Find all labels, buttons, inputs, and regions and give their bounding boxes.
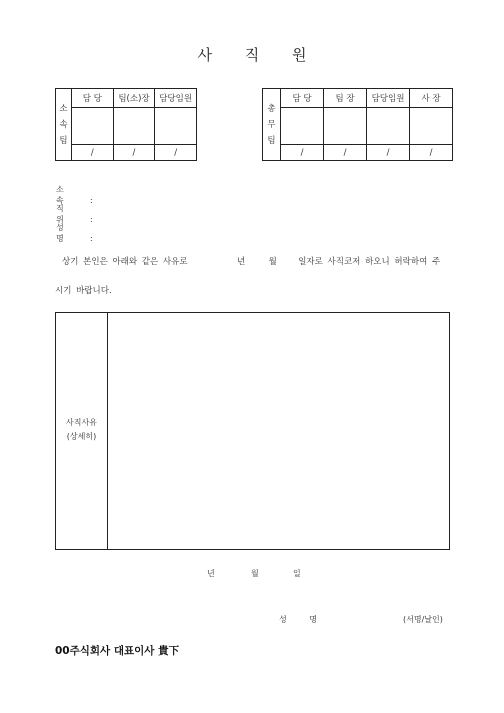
approval-header: 담당임원 [155, 89, 197, 108]
approval-header: 팀 장 [324, 89, 367, 108]
reason-label-detail: (상세히) [66, 432, 97, 441]
reason-label: 사직사유 [66, 418, 97, 427]
approval-date-cell[interactable]: / [367, 145, 410, 161]
date-year: 년 [207, 569, 215, 578]
approval-signature-cell[interactable] [410, 108, 453, 145]
approval-table-general-affairs [262, 88, 453, 161]
field-position[interactable]: 직 위 : [56, 204, 93, 224]
approval-date-cell[interactable]: / [72, 145, 114, 161]
approval-header: 담 당 [72, 89, 114, 108]
field-label: 소 속 [56, 185, 72, 205]
approval-side-label: 총 무 팀 [263, 89, 281, 161]
page-title: 사 직 원 [197, 46, 321, 64]
approval-signature-cell[interactable] [367, 108, 410, 145]
approval-date-cell[interactable]: / [410, 145, 453, 161]
approval-table-department [55, 88, 197, 161]
approval-header: 담 당 [281, 89, 324, 108]
approval-signature-cell[interactable] [113, 108, 155, 145]
approval-signature-cell[interactable] [72, 108, 114, 145]
approval-header: 사 장 [410, 89, 453, 108]
approval-date-cell[interactable]: / [324, 145, 367, 161]
field-name[interactable]: 성 명 : [56, 223, 93, 243]
field-label: 성 명 [56, 223, 72, 243]
approval-signature-cell[interactable] [324, 108, 367, 145]
date-day: 일 [293, 569, 301, 578]
statement-year: 년 [236, 257, 246, 267]
approval-signature-cell[interactable] [155, 108, 197, 145]
approval-signature-cell[interactable] [281, 108, 324, 145]
date-month: 월 [251, 569, 259, 578]
field-department[interactable]: 소 속 : [56, 185, 93, 205]
approval-date-cell[interactable]: / [281, 145, 324, 161]
statement-line-1: 상기 본인은 아래와 같은 사유로 년 월 일자로 사직코저 하오니 허락하여 주 [62, 257, 441, 267]
field-label: 직 위 [56, 204, 72, 224]
addressee: 00주식회사 대표이사 貴下 [55, 645, 180, 657]
statement-month: 월 [268, 257, 277, 267]
reason-label-cell [56, 313, 108, 549]
signature-label: 성 명 [279, 615, 327, 624]
approval-header: 담당임원 [367, 89, 410, 108]
reason-text-area[interactable] [108, 313, 449, 549]
resignation-reason-box [55, 312, 450, 550]
approval-side-label: 소 속 팀 [56, 89, 72, 161]
approval-date-cell[interactable]: / [155, 145, 197, 161]
signature-note: (서명/날인) [403, 615, 443, 624]
statement-line-2: 시기 바랍니다. [55, 286, 112, 296]
approval-date-cell[interactable]: / [113, 145, 155, 161]
approval-header: 팀(소)장 [113, 89, 155, 108]
